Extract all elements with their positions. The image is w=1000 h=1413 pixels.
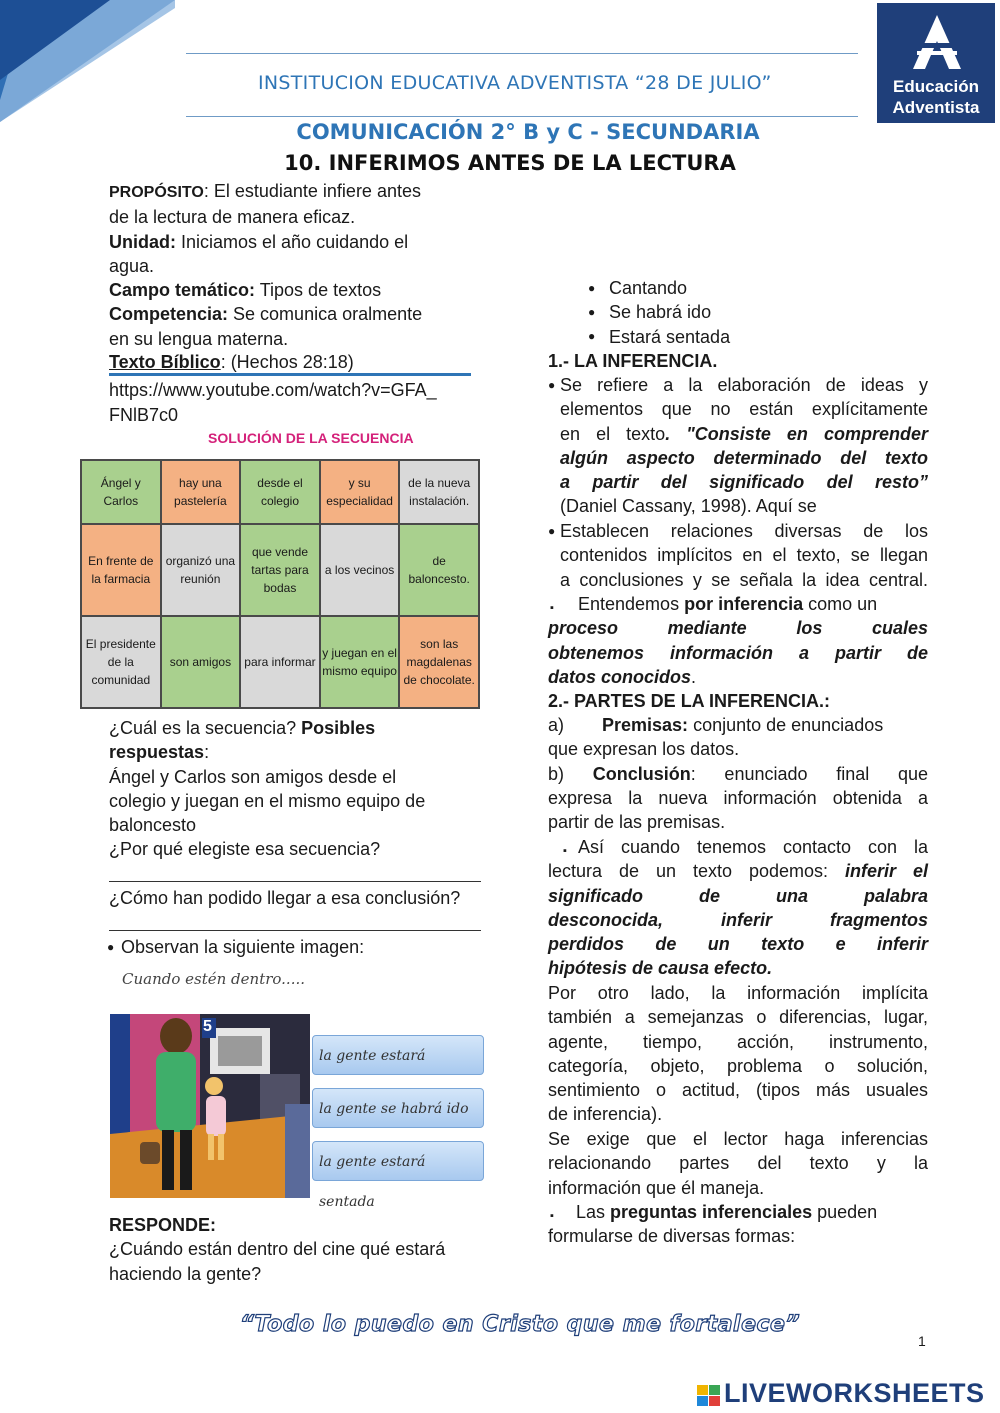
- question-cinema-1: ¿Cuándo están dentro del cine qué estará: [109, 1239, 446, 1260]
- answer-option-2: Se habrá ido: [609, 302, 712, 323]
- p3-period: .: [691, 666, 697, 687]
- image-option: la gente estará: [312, 1035, 484, 1075]
- table-cell: que vende tartas para bodas: [240, 524, 320, 616]
- table-cell: para informar: [240, 616, 320, 708]
- bullet-icon: ●: [548, 524, 556, 538]
- p1-text: en el texto: [560, 423, 666, 444]
- logo-a-icon: [911, 13, 963, 71]
- answer-option-3: Estará sentada: [609, 326, 731, 347]
- competencia-text-1: Se comunica oralmente: [228, 304, 423, 325]
- parts-list: [548, 713, 928, 834]
- inference-paragraph-5: [548, 981, 928, 1127]
- campo-value: Tipos de textos: [255, 280, 382, 301]
- p4-line: Así cuando tenemos contacto con la: [578, 837, 928, 857]
- question-sequence: [109, 716, 494, 740]
- table-cell: organizó una reunión: [161, 524, 241, 616]
- p4-line: perdidos de un texto e inferir: [548, 934, 928, 955]
- p3-line: [548, 592, 928, 616]
- question-cinema-2: haciendo la gente?: [109, 1263, 262, 1284]
- p6-line: Se exige que el lector haga inferencias: [548, 1129, 928, 1149]
- unidad-line-1: [109, 230, 489, 254]
- p3-text-2: como un: [803, 594, 878, 614]
- unidad-text-2: agua.: [109, 255, 155, 276]
- sequence-table: [80, 459, 480, 709]
- question-sequence-bold-2: respuestas: [109, 742, 205, 763]
- texto-biblico-label: Texto Bíblico: [109, 352, 221, 373]
- p7-text: Las: [576, 1202, 611, 1222]
- logo-line-2: Adventista: [892, 98, 980, 117]
- proposito-text-1: : El estudiante infiere antes: [203, 181, 421, 201]
- proposito-label: PROPÓSITO: [109, 184, 204, 201]
- table-cell: a los vecinos: [320, 524, 400, 616]
- part-a-text: conjunto de enunciados: [688, 715, 884, 735]
- question-sequence-colon: :: [204, 742, 210, 763]
- competencia-label: Competencia:: [109, 304, 229, 325]
- question-sequence-text: ¿Cuál es la secuencia?: [109, 718, 302, 738]
- p1-quote: . "Consiste en comprender: [665, 423, 928, 444]
- p1-line: a partir del significado del resto”: [560, 472, 928, 493]
- p1-line: Se refiere a la elaboración de ideas y: [560, 375, 928, 395]
- answer-line-1: Ángel y Carlos son amigos desde el: [109, 766, 397, 787]
- answer-line-3: baloncesto: [109, 815, 197, 836]
- image-option: la gente se habrá ido: [312, 1088, 484, 1128]
- answer-line-2: colegio y juegan en el mismo equipo de: [109, 790, 426, 811]
- part-a-line: [548, 713, 928, 737]
- table-cell: de baloncesto.: [399, 524, 479, 616]
- p7-bold: preguntas inferenciales: [610, 1202, 813, 1222]
- observe-instruction: Observan la siguiente imagen:: [121, 937, 365, 957]
- institution-name: INSTITUCION EDUCATIVA ADVENTISTA “28 DE JULIO”: [258, 72, 772, 94]
- p5-line: de inferencia).: [548, 1104, 663, 1125]
- competencia-line-1: [109, 302, 489, 326]
- bullet-icon: ●: [107, 940, 115, 954]
- image-caption: Cuando estén dentro.....: [122, 970, 305, 988]
- left-intro: [109, 179, 489, 427]
- answer-option-1: Cantando: [609, 278, 688, 298]
- part-b-text: : enunciado final que: [690, 763, 928, 784]
- p3-line: [548, 665, 928, 689]
- p1-line: [560, 422, 928, 446]
- part-b-line-2: expresa la nueva información obtenida a: [548, 787, 928, 808]
- p7-line: [548, 1200, 928, 1224]
- part-b-term: Conclusión: [592, 763, 691, 784]
- square-bullet-icon: ▪: [550, 602, 554, 614]
- sequence-title: SOLUCIÓN DE LA SECUENCIA: [208, 430, 414, 446]
- liveworksheets-logo-icon: [697, 1385, 721, 1407]
- texto-biblico-value: : (Hechos 28:18): [220, 352, 354, 373]
- unidad-label: Unidad:: [109, 231, 176, 252]
- p5-line: agente, tiempo, acción, instrumento,: [548, 1031, 928, 1052]
- table-cell: desde el colegio: [240, 460, 320, 524]
- question-sequence-2: [109, 740, 494, 764]
- inference-paragraph-1: [560, 373, 928, 519]
- inference-paragraph-2: [560, 519, 928, 592]
- bullet-icon: ●: [588, 329, 596, 343]
- table-row: [81, 460, 479, 524]
- proposito-text-2: de la lectura de manera eficaz.: [109, 207, 356, 228]
- competencia-text-2: en su lengua materna.: [109, 328, 289, 349]
- section-2-heading: 2.- PARTES DE LA INFERENCIA.:: [548, 691, 831, 711]
- table-row: [81, 524, 479, 616]
- p5-line: Por otro lado, la información implícita: [548, 983, 928, 1003]
- p7-line-2: formularse de diversas formas:: [548, 1226, 796, 1247]
- part-b-line: [548, 762, 928, 786]
- table-cell: En frente de la farmacia: [81, 524, 161, 616]
- p5-line: categoría, objeto, problema o solución,: [548, 1055, 928, 1076]
- footer-motto: “Todo lo puedo en Cristo que me fortalece”: [239, 1312, 801, 1337]
- p5-line: también a semejanzas o diferencias, lugar,: [548, 1007, 928, 1028]
- p4-emphasis: inferir el: [845, 861, 928, 882]
- answer-options-list: [609, 276, 730, 349]
- p4-line: hipótesis de causa efecto.: [548, 958, 773, 979]
- square-bullet-icon: ▪: [563, 845, 567, 857]
- inference-paragraph-4: [548, 835, 928, 981]
- p1-line: (Daniel Cassany, 1998). Aquí se: [560, 496, 817, 517]
- p4-line: significado de una palabra: [548, 885, 928, 906]
- p6-line: relacionando partes del texto y la: [548, 1153, 928, 1174]
- table-cell: hay una pastelería: [161, 460, 241, 524]
- table-cell: Ángel y Carlos: [81, 460, 161, 524]
- campo-label: Campo temático:: [109, 280, 256, 301]
- campo-line: [109, 278, 489, 302]
- p3-line: obtenemos información a partir de: [548, 642, 928, 663]
- table-cell: El presidente de la comunidad: [81, 616, 161, 708]
- respond-section: [109, 1213, 494, 1286]
- p3-emphasis: datos conocidos: [548, 666, 692, 687]
- question-how: ¿Cómo han podido llegar a esa conclusión?: [109, 888, 461, 908]
- question-why: ¿Por qué elegiste esa secuencia?: [109, 839, 381, 860]
- part-b-label: b): [548, 763, 593, 784]
- left-questions: [109, 716, 494, 862]
- unidad-text-1: Iniciamos el año cuidando el: [176, 231, 409, 252]
- proposito-line-1: [109, 179, 489, 205]
- education-logo: [877, 3, 995, 123]
- part-a-label: a): [548, 715, 565, 735]
- bullet-icon: ●: [588, 305, 596, 319]
- inference-paragraph-7: [548, 1200, 928, 1249]
- header-corner-graphic: [0, 0, 175, 122]
- table-cell: son amigos: [161, 616, 241, 708]
- part-a-line-2: que expresan los datos.: [548, 739, 740, 760]
- p7-text-2: pueden: [812, 1202, 878, 1222]
- cinema-scene: [110, 1014, 310, 1198]
- p4-line: [548, 859, 928, 883]
- table-row: [81, 616, 479, 708]
- p2-line: a conclusiones y se señala la idea central.: [560, 569, 928, 590]
- course-title: COMUNICACIÓN 2° B y C - SECUNDARIA: [296, 120, 760, 144]
- video-link-2[interactable]: FNlB7c0: [109, 404, 179, 425]
- section-1-heading: 1.- LA INFERENCIA.: [548, 351, 718, 371]
- p3-line: proceso mediante los cuales: [548, 618, 928, 639]
- p6-line: información que él maneja.: [548, 1177, 765, 1198]
- p4-text: lectura de un texto podemos:: [548, 861, 845, 882]
- table-cell: y su especialidad: [320, 460, 400, 524]
- table-cell: de la nueva instalación.: [399, 460, 479, 524]
- bullet-icon: ●: [548, 378, 556, 392]
- texto-biblico-line: [109, 351, 471, 376]
- inference-paragraph-3: [548, 592, 928, 689]
- bullet-icon: ●: [588, 281, 596, 295]
- room-number: 5: [203, 1018, 212, 1035]
- inference-paragraph-6: [548, 1127, 928, 1200]
- video-link-1[interactable]: https://www.youtube.com/watch?v=GFA_: [109, 380, 437, 401]
- logo-line-1: Educación: [893, 77, 979, 96]
- part-b-line-3: partir de las premisas.: [548, 812, 726, 833]
- question-sequence-bold: Posibles: [301, 718, 376, 738]
- answer-blank-2[interactable]: [109, 930, 481, 931]
- p2-line: Establecen relaciones diversas de los: [560, 521, 928, 541]
- table-cell: y juegan en el mismo equipo: [320, 616, 400, 708]
- p1-line: algún aspecto determinado del texto: [560, 447, 928, 468]
- lesson-title: 10. INFERIMOS ANTES DE LA LECTURA: [284, 151, 736, 175]
- p2-line: contenidos implícitos en el texto, se llegan: [560, 545, 928, 566]
- p5-line: sentimiento o actitud, (tipos más usuales: [548, 1080, 928, 1101]
- page-number: 1: [918, 1333, 926, 1349]
- square-bullet-icon: ▪: [550, 1210, 554, 1222]
- p3-text: Entendemos: [578, 594, 685, 614]
- table-cell: son las magdalenas de chocolate.: [399, 616, 479, 708]
- image-option: la gente estará sentada: [312, 1141, 484, 1181]
- liveworksheets-brand[interactable]: LIVEWORKSHEETS: [724, 1378, 985, 1408]
- answer-blank-1[interactable]: [109, 881, 481, 882]
- respond-heading: RESPONDE:: [109, 1215, 217, 1235]
- part-a-term: Premisas:: [602, 715, 689, 735]
- p1-line: elementos que no están explícitamente: [560, 399, 928, 420]
- p4-line: desconocida, inferir fragmentos: [548, 909, 928, 930]
- header-top-line: [186, 53, 858, 54]
- header-bottom-line: [186, 116, 858, 117]
- p3-bold: por inferencia: [684, 594, 804, 614]
